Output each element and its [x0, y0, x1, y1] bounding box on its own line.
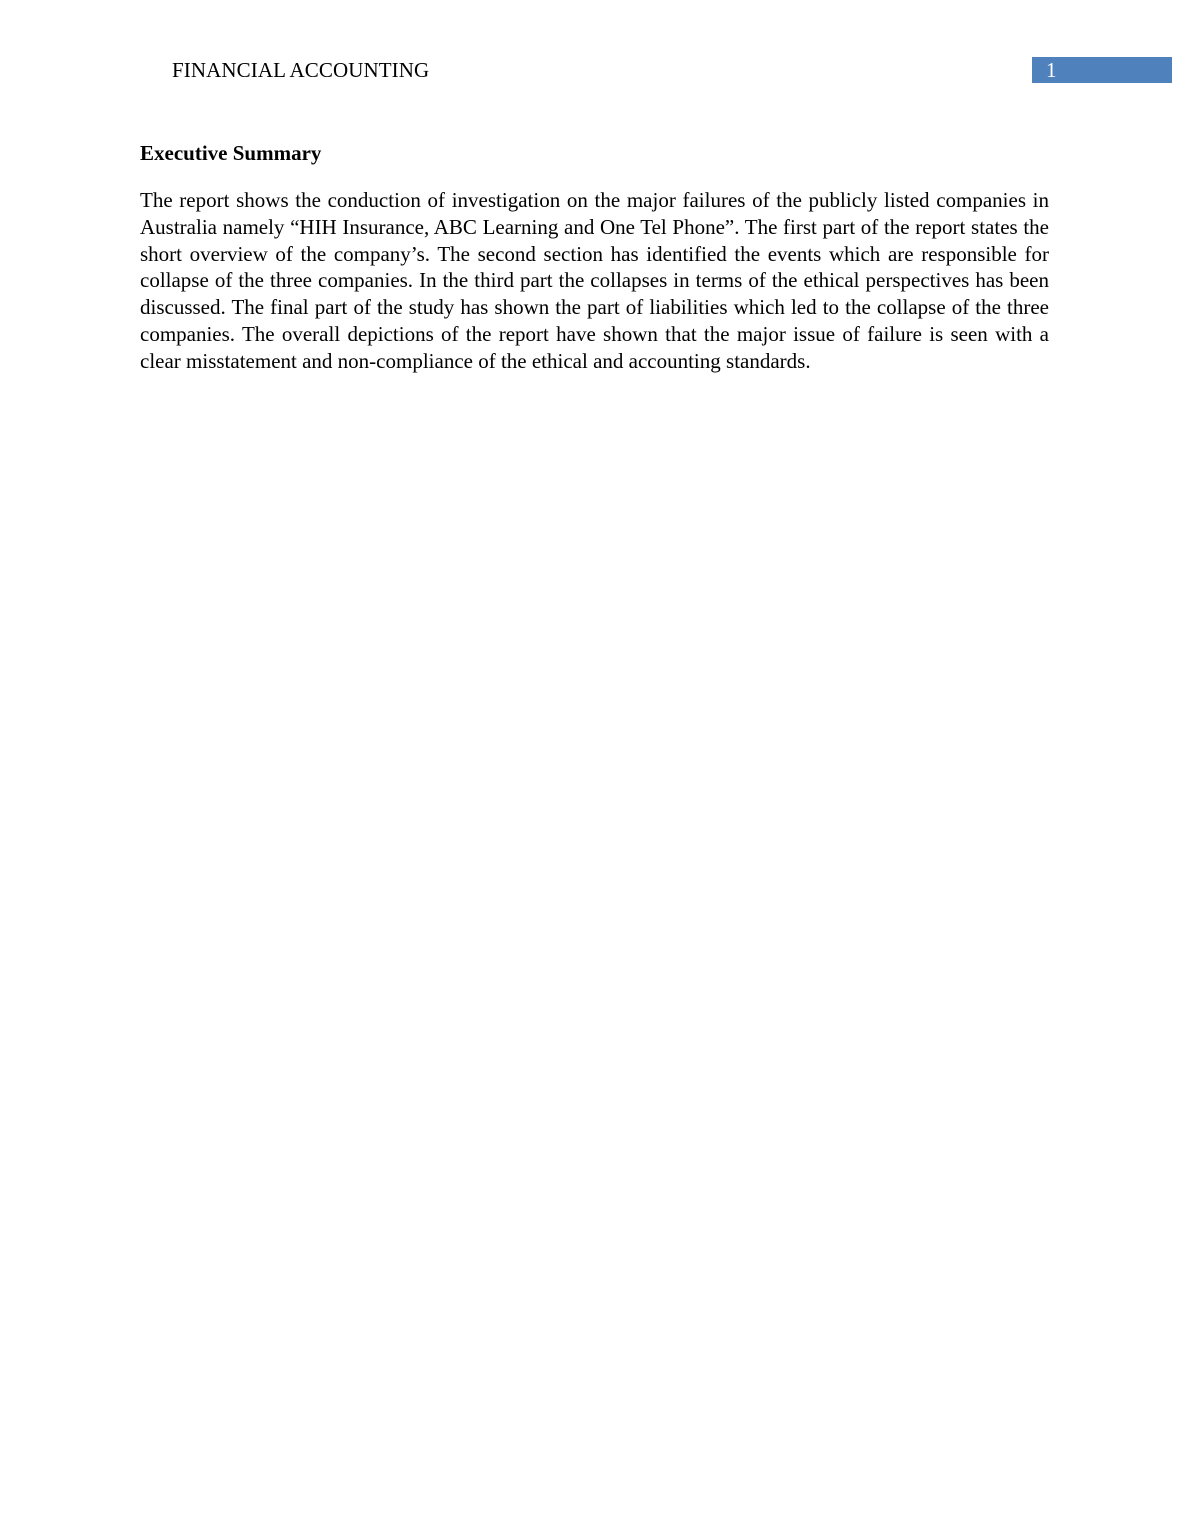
running-head: FINANCIAL ACCOUNTING — [172, 58, 430, 82]
page-number: 1 — [1046, 58, 1057, 82]
page-number-box — [1032, 57, 1172, 83]
section-heading: Executive Summary — [140, 141, 322, 165]
summary-paragraph: The report shows the conduction of investigation on the major failures of the publicly listed companies in Australia namely “HIH Insurance, ABC Learning and One Tel Phone”. The first part of the report states the short overview of the company’s. The second section has identified the events which are responsible for collapse of the three companies. In the third part the collapses in terms of the ethical perspectives has been discussed. The final part of the study has shown the part of liabilities which led to the collapse of the three companies. The overall depictions of the report have shown that the major issue of failure is seen with a clear misstatement and non-compliance of the ethical and accounting standards. — [140, 188, 1049, 373]
